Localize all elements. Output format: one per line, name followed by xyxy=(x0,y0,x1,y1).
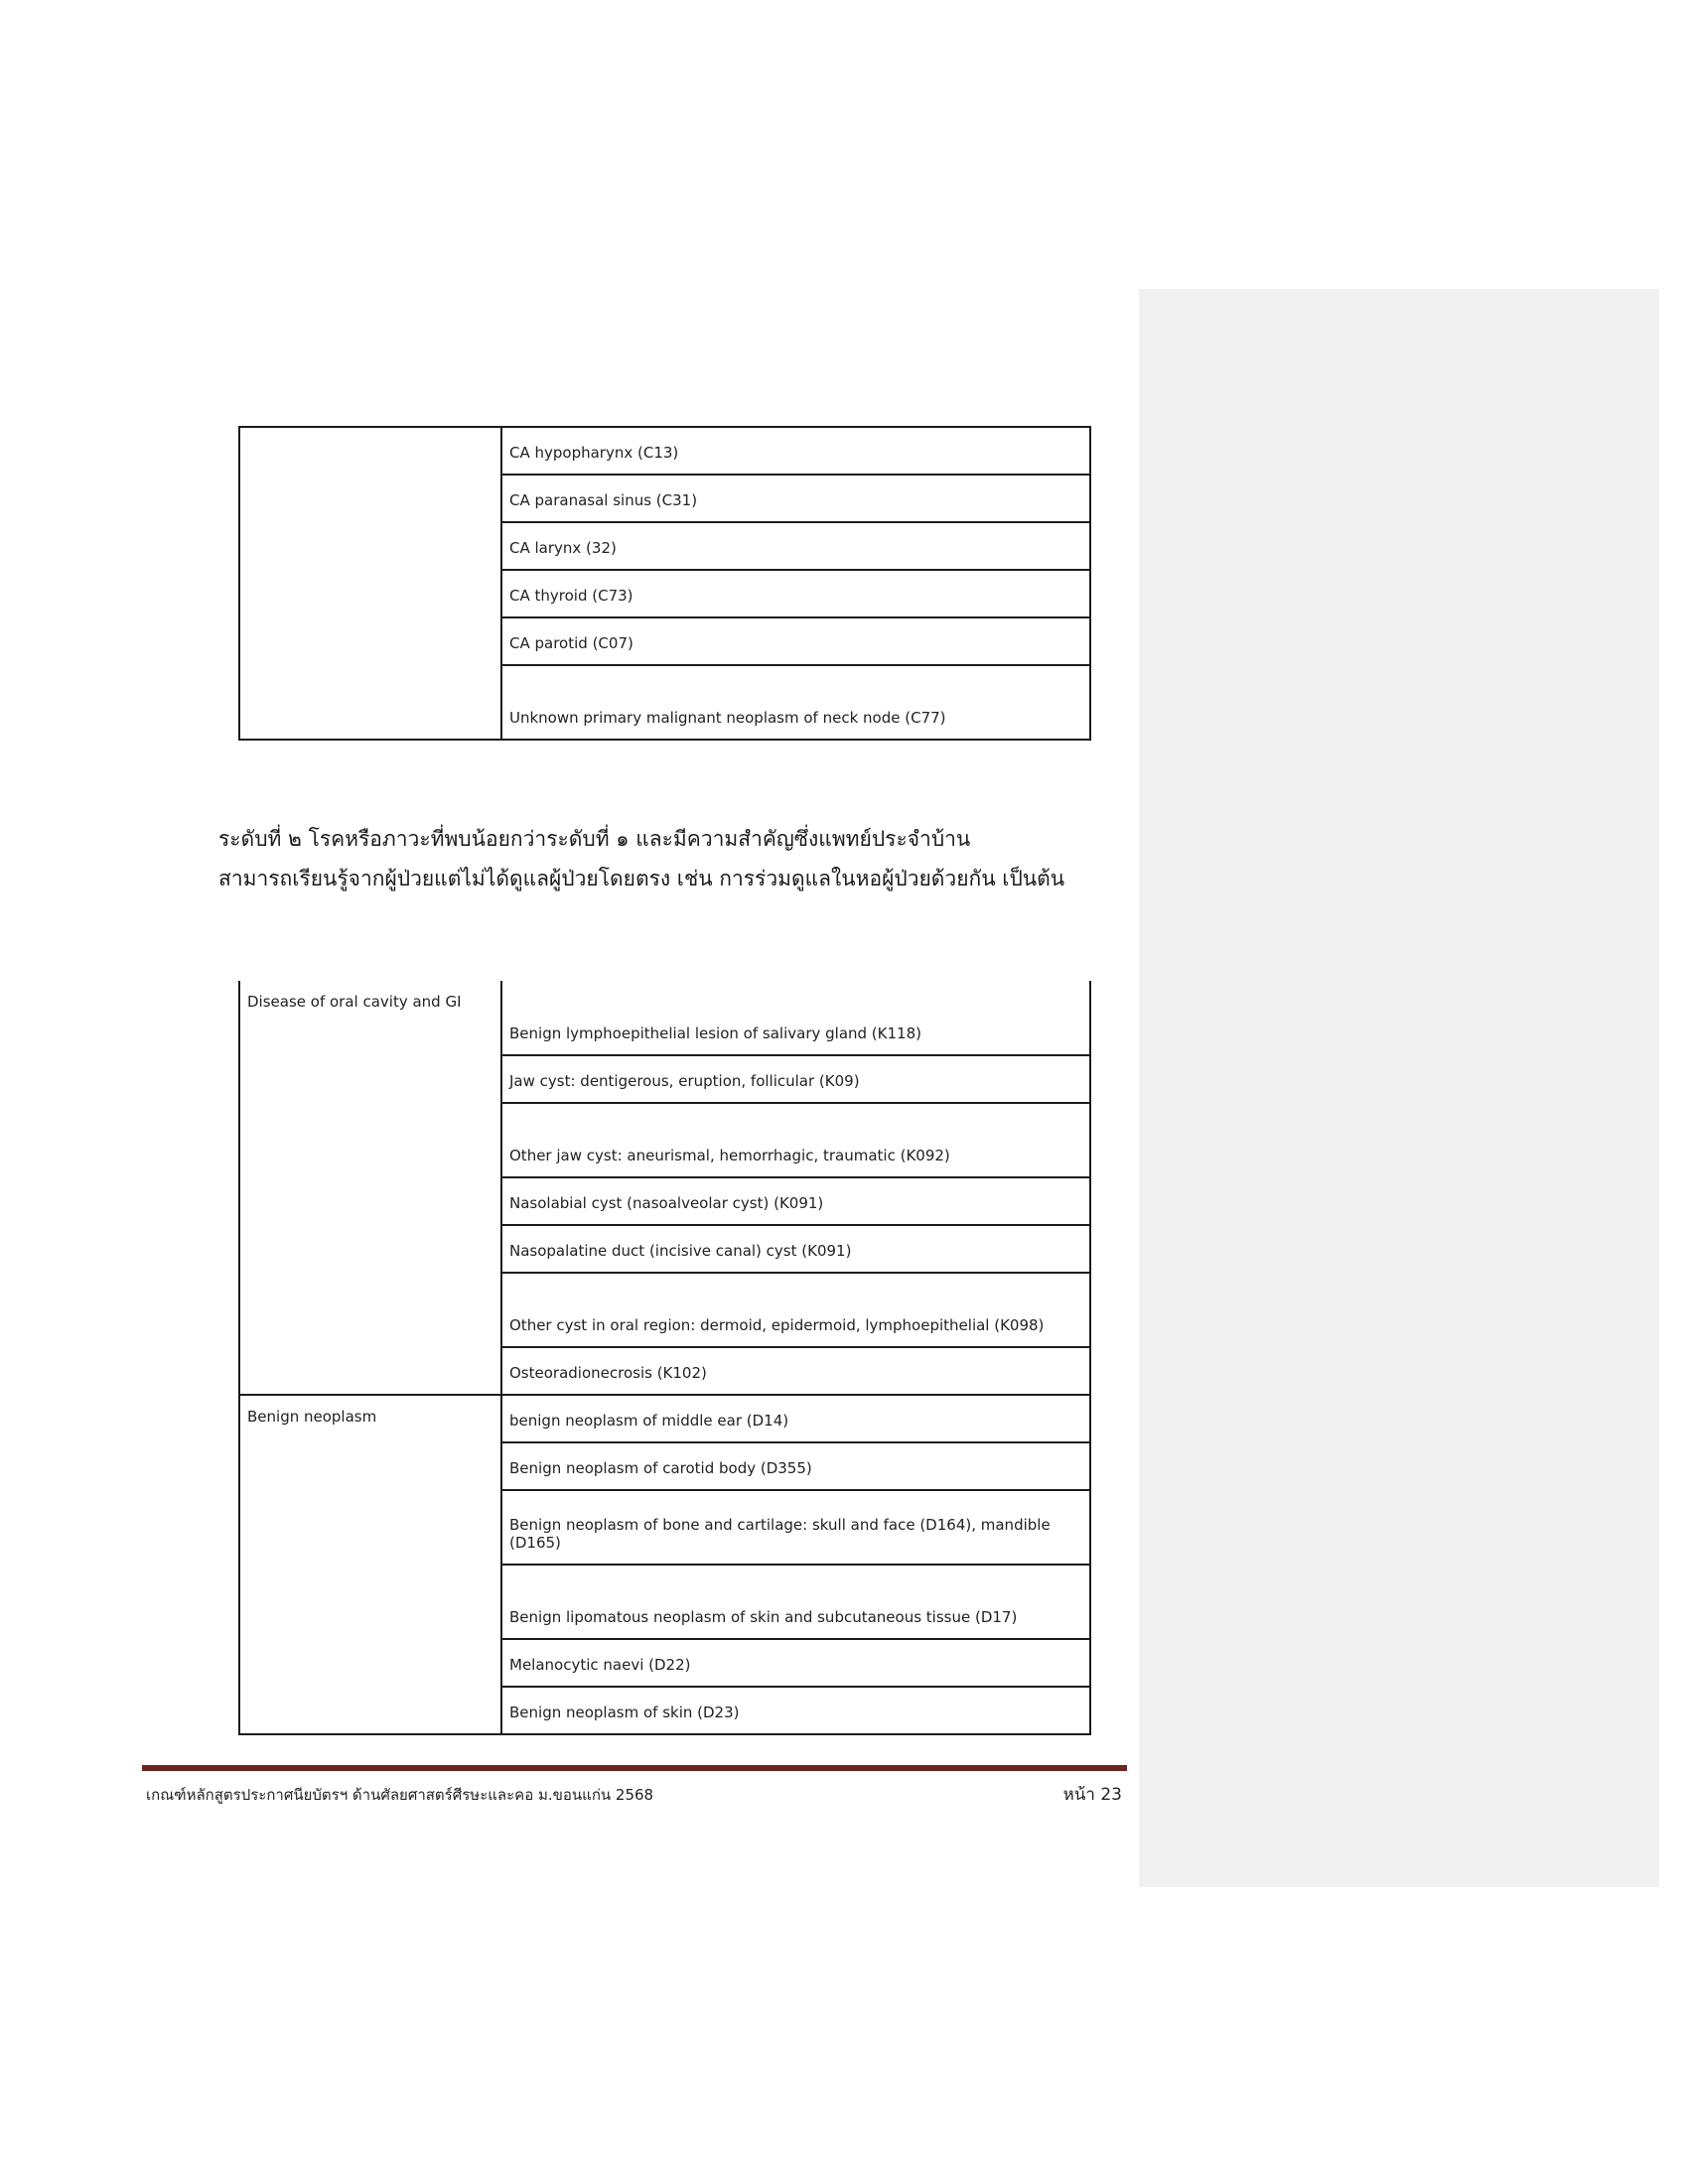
item-cell: Benign neoplasm of bone and cartilage: skull and face (D164), mandible (D165) xyxy=(501,1490,1090,1565)
paragraph-line: ระดับที่ ๒ โรคหรือภาวะที่พบน้อยกว่าระดับที่ ๑ และมีความสำคัญซึ่งแพทย์ประจำบ้าน xyxy=(218,827,971,851)
item-cell: CA hypopharynx (C13) xyxy=(501,427,1090,475)
item-cell: Melanocytic naevi (D22) xyxy=(501,1639,1090,1687)
table-level-2-diseases xyxy=(238,981,1091,1735)
table-row xyxy=(239,981,1090,1055)
level-2-description xyxy=(218,819,1112,898)
item-cell: Unknown primary malignant neoplasm of neck node (C77) xyxy=(501,665,1090,740)
item-cell: Osteoradionecrosis (K102) xyxy=(501,1347,1090,1395)
item-cell: Jaw cyst: dentigerous, eruption, follicular (K09) xyxy=(501,1055,1090,1103)
item-cell: Nasolabial cyst (nasoalveolar cyst) (K091) xyxy=(501,1177,1090,1225)
item-cell: CA paranasal sinus (C31) xyxy=(501,475,1090,522)
category-cell xyxy=(239,427,501,740)
item-cell: Benign neoplasm of carotid body (D355) xyxy=(501,1442,1090,1490)
item-cell: CA larynx (32) xyxy=(501,522,1090,570)
item-cell: Benign lipomatous neoplasm of skin and subcutaneous tissue (D17) xyxy=(501,1565,1090,1639)
table-row xyxy=(239,427,1090,475)
footer-rule xyxy=(142,1765,1127,1771)
table-head-neck-cancer xyxy=(238,426,1091,741)
item-cell: CA parotid (C07) xyxy=(501,617,1090,665)
paragraph-line: สามารถเรียนรู้จากผู้ป่วยแต่ไม่ได้ดูแลผู้ป่วยโดยตรง เช่น การร่วมดูแลในหอผู้ป่วยด้วยกัน เป็นต้น xyxy=(218,867,1065,890)
table-row xyxy=(239,1395,1090,1442)
item-cell: CA thyroid (C73) xyxy=(501,570,1090,617)
footer-text: เกณฑ์หลักสูตรประกาศนียบัตรฯ ด้านศัลยศาสตร์ศีรษะและคอ ม.ขอนแก่น 2568 xyxy=(146,1786,654,1804)
category-cell: Disease of oral cavity and GI xyxy=(239,981,501,1395)
comment-pane xyxy=(1139,289,1659,1887)
page-number: หน้า 23 xyxy=(1062,1785,1122,1805)
item-cell: Benign lymphoepithelial lesion of salivary gland (K118) xyxy=(501,981,1090,1055)
item-cell: Other cyst in oral region: dermoid, epidermoid, lymphoepithelial (K098) xyxy=(501,1273,1090,1347)
item-cell: Benign neoplasm of skin (D23) xyxy=(501,1687,1090,1734)
item-cell: benign neoplasm of middle ear (D14) xyxy=(501,1395,1090,1442)
item-cell: Other jaw cyst: aneurismal, hemorrhagic, traumatic (K092) xyxy=(501,1103,1090,1177)
item-cell: Nasopalatine duct (incisive canal) cyst (K091) xyxy=(501,1225,1090,1273)
category-cell: Benign neoplasm xyxy=(239,1395,501,1734)
